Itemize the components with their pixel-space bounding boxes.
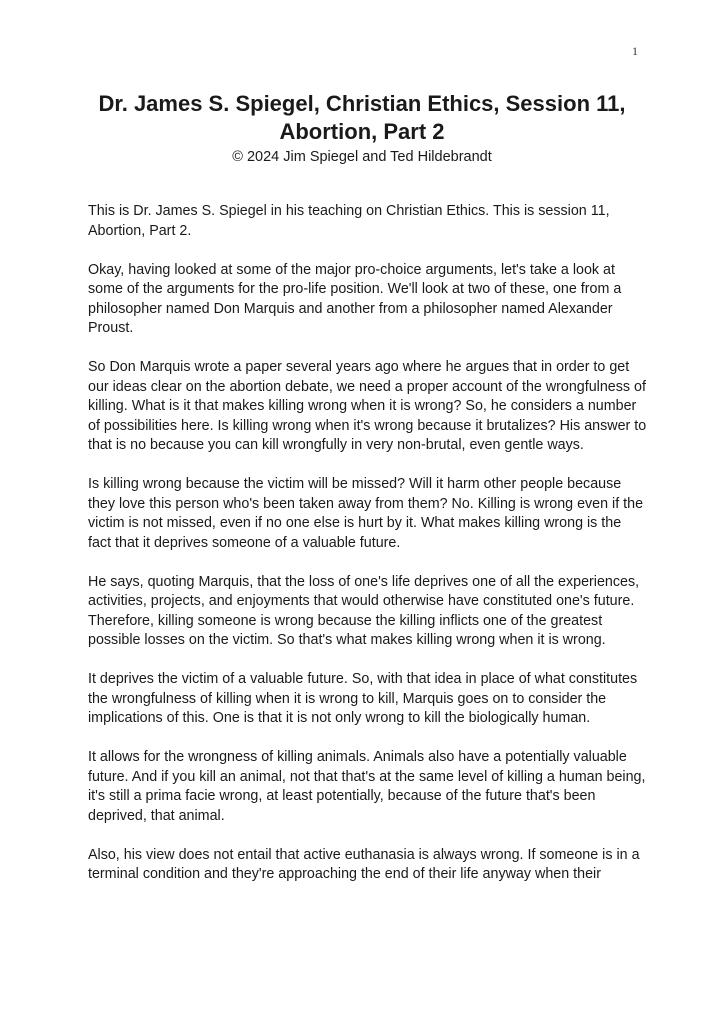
page-number: 1 [632, 44, 638, 58]
paragraph: This is Dr. James S. Spiegel in his teaching on Christian Ethics. This is session 11, Abortion, Part 2. [88, 203, 610, 239]
paragraph: He says, quoting Marquis, that the loss of one's life deprives one of all the experiences, activities, projects, and enjoyments that would otherwise have constituted one's future. Therefore, killing someone is wrong because the killing inflicts one of the greatest possible losses on the victim. So that's what makes killing wrong when it is wrong. [88, 573, 640, 648]
document-title: Dr. James S. Spiegel, Christian Ethics, Session 11, Abortion, Part 2 [98, 91, 626, 144]
paragraph: Okay, having looked at some of the major pro-choice arguments, let's take a look at some of the arguments for the pro-life position. We'll look at two of these, one from a philosopher named Don Marquis and another from a philosopher named Alexander Proust. [88, 261, 622, 336]
paragraph: It deprives the victim of a valuable future. So, with that idea in place of what constitutes the wrongfulness of killing when it is wrong to kill, Marquis goes on to consider the implications of this. One is that it is not only wrong to kill the biologically human. [88, 671, 638, 726]
paragraph: Also, his view does not entail that active euthanasia is always wrong. If someone is in a terminal condition and they're approaching the end of their life anyway when their [88, 846, 640, 882]
copyright-line: © 2024 Jim Spiegel and Ted Hildebrandt [232, 149, 492, 165]
paragraph: Is killing wrong because the victim will be missed? Will it harm other people because they love this person who's been taken away from them? No. Killing is wrong even if the victim is not missed, even if no one else is hurt by it. What makes killing wrong is the fact that it deprives someone of a valuable future. [88, 476, 644, 551]
paragraph: It allows for the wrongness of killing animals. Animals also have a potentially valuable future. And if you kill an animal, not that that's at the same level of killing a human being, it's still a prima facie wrong, at least potentially, because of the future that's been deprived, that animal. [88, 749, 646, 824]
paragraph: So Don Marquis wrote a paper several years ago where he argues that in order to get our ideas clear on the abortion debate, we need a proper account of the wrongfulness of killing. What is it that makes killing wrong when it is wrong? So, he considers a number of possibilities here. Is killing wrong when it's wrong because it brutalizes? His answer to that is no because you can kill wrongfully in very non-brutal, even gentle ways. [88, 359, 647, 453]
document-body [88, 202, 648, 904]
